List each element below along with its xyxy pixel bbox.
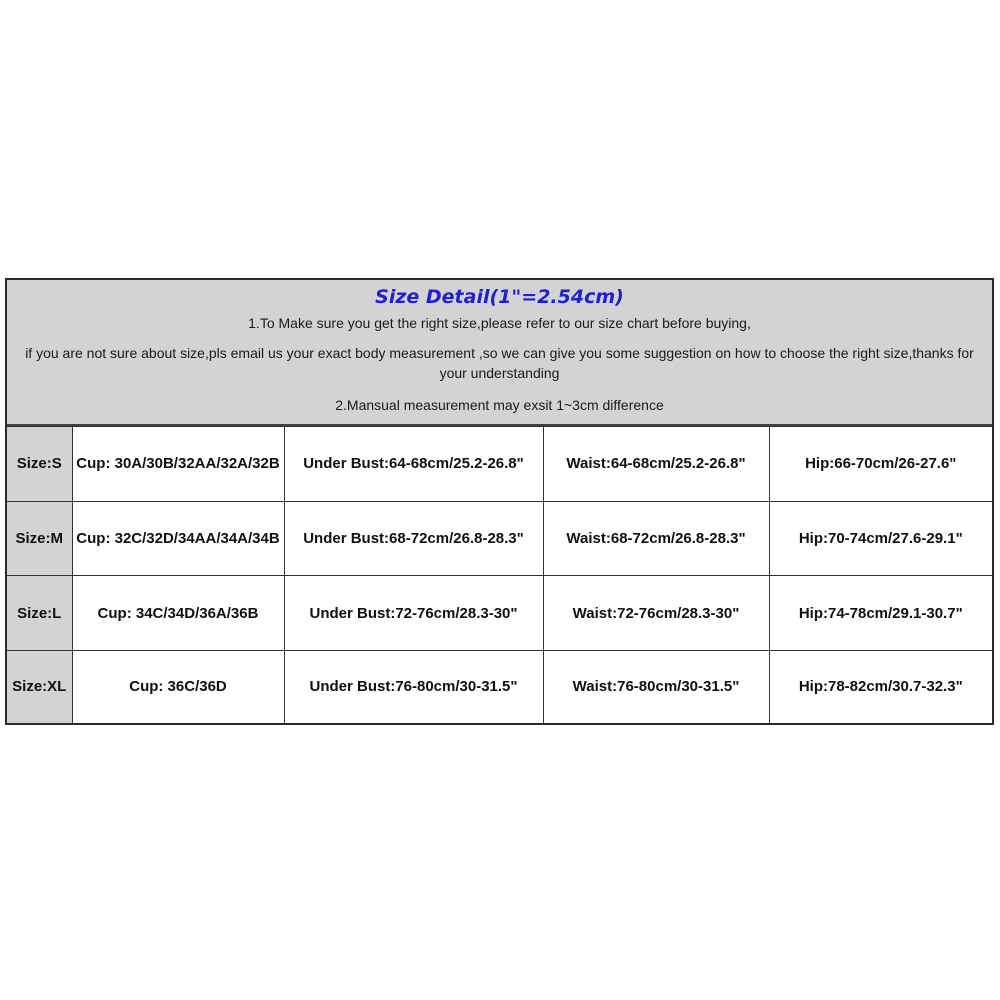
waist-cell: Waist:64-68cm/25.2-26.8" xyxy=(543,427,769,502)
table-row xyxy=(7,576,992,651)
waist-cell: Waist:72-76cm/28.3-30" xyxy=(543,576,769,651)
table-row xyxy=(7,427,992,502)
under-bust-cell: Under Bust:64-68cm/25.2-26.8" xyxy=(284,427,543,502)
size-chart xyxy=(5,278,994,725)
size-chart-title: Size Detail(1"=2.54cm) xyxy=(375,286,624,308)
cup-cell: Cup: 30A/30B/32AA/32A/32B xyxy=(72,427,284,502)
size-note-1: 1.To Make sure you get the right size,please refer to our size chart before buying, xyxy=(248,315,751,331)
waist-cell: Waist:76-80cm/30-31.5" xyxy=(543,650,769,723)
under-bust-cell: Under Bust:76-80cm/30-31.5" xyxy=(284,650,543,723)
size-cell: Size:L xyxy=(7,576,72,651)
size-cell: Size:S xyxy=(7,427,72,502)
hip-cell: Hip:74-78cm/29.1-30.7" xyxy=(769,576,992,651)
size-note-3: 2.Mansual measurement may exsit 1~3cm difference xyxy=(335,397,664,413)
waist-cell: Waist:68-72cm/26.8-28.3" xyxy=(543,501,769,576)
hip-cell: Hip:66-70cm/26-27.6" xyxy=(769,427,992,502)
under-bust-cell: Under Bust:72-76cm/28.3-30" xyxy=(284,576,543,651)
size-cell: Size:M xyxy=(7,501,72,576)
cup-cell: Cup: 32C/32D/34AA/34A/34B xyxy=(72,501,284,576)
size-note-2: if you are not sure about size,pls email us your exact body measurement ,so we can give you some suggestion on how to choose the right size,thanks for your understanding xyxy=(25,345,974,381)
table-row xyxy=(7,650,992,723)
size-chart-header xyxy=(7,280,992,426)
size-cell: Size:XL xyxy=(7,650,72,723)
cup-cell: Cup: 36C/36D xyxy=(72,650,284,723)
size-table xyxy=(7,426,992,723)
cup-cell: Cup: 34C/34D/36A/36B xyxy=(72,576,284,651)
hip-cell: Hip:70-74cm/27.6-29.1" xyxy=(769,501,992,576)
under-bust-cell: Under Bust:68-72cm/26.8-28.3" xyxy=(284,501,543,576)
hip-cell: Hip:78-82cm/30.7-32.3" xyxy=(769,650,992,723)
table-row xyxy=(7,501,992,576)
